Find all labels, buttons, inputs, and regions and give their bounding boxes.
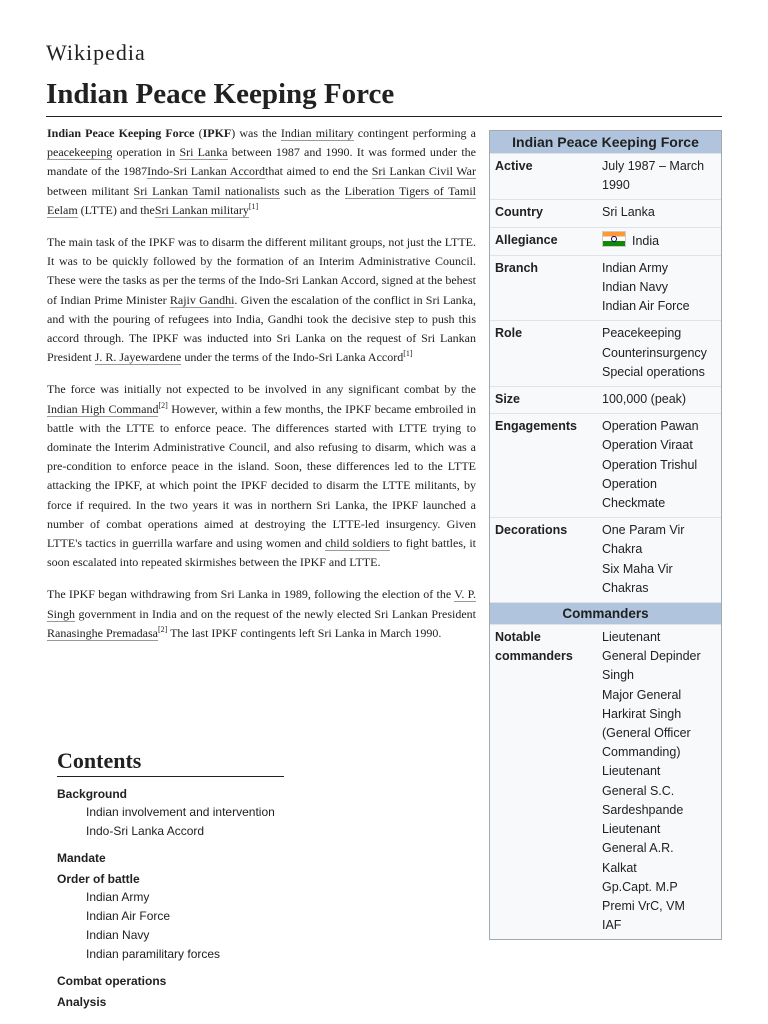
infobox-label: Size bbox=[495, 392, 521, 407]
infobox-label: Branch bbox=[495, 260, 539, 275]
paragraph-main-task: The main task of the IPKF was to disarm the different militant groups, not just the LTTE. It was to be quickly followed by the formation of an Interim Administrative Council. These were the tasks as per the terms of the Indo-Sri Lankan Accord, signed at the behest of Indian Prime Minister Rajiv Gandhi. Given the escalation of the conflict in Sri Lanka, and with the pouring of refugees into India, Gandhi took the decisive step to push this accord through. The IPKF was inducted into Sri Lanka on the request of Sri Lankan President J. R. Jayewardene under the terms of the Indo-Sri Lanka Accord[1] bbox=[47, 235, 477, 365]
toc-subitem[interactable]: Indian Navy bbox=[86, 928, 150, 942]
link-indian-military[interactable]: Indian military bbox=[280, 126, 354, 140]
link-branch[interactable]: Indian Army bbox=[602, 260, 669, 275]
link-engagement[interactable]: Checkmate bbox=[602, 496, 666, 511]
link-engagement[interactable]: Operation Pawan bbox=[602, 419, 699, 434]
article-body bbox=[47, 124, 476, 656]
infobox-value: One Param Vir Chakra Six Maha Vir Chakras bbox=[602, 523, 685, 595]
infobox-row-size bbox=[490, 386, 721, 413]
paragraph-withdrawal: The IPKF began withdrawing from Sri Lanka in 1989, following the election of the V. P. Singh government in India and on the request of the newly elected Sri Lankan President Ranasinghe Premadasa[2] The last IPKF contingents left Sri Lanka in March 1990. bbox=[47, 587, 476, 640]
logo-text: Wikipedia bbox=[46, 40, 146, 65]
toc-item-combat-operations[interactable]: Combat operations bbox=[57, 974, 167, 988]
citation-ref[interactable]: [1] bbox=[248, 201, 259, 211]
toc-item-analysis[interactable]: Analysis bbox=[57, 995, 107, 1009]
link-sri-lankan-military[interactable]: Sri Lankan military bbox=[154, 202, 249, 217]
infobox-label: Active bbox=[495, 159, 533, 173]
infobox-value bbox=[602, 324, 716, 382]
link-indian-high-command[interactable]: Indian High Command bbox=[47, 401, 159, 416]
toc-subitem[interactable]: Indo-Sri Lanka Accord bbox=[86, 824, 205, 838]
toc-item-order-of-battle[interactable]: Order of battle bbox=[57, 872, 140, 886]
link-role[interactable]: Counterinsurgency bbox=[602, 345, 707, 360]
link-india[interactable]: India bbox=[632, 233, 660, 248]
infobox-value: Lieutenant General Depinder Singh Major General Harkirat Singh (General Officer Commanding) Lieutenant General S.C. Sardeshpande Lieutenant General A.R. Kalkat Gp.Capt. M.P Premi VrC, VM IAF bbox=[602, 630, 701, 933]
title-divider bbox=[46, 116, 722, 117]
citation-ref[interactable]: [1] bbox=[403, 349, 413, 359]
infobox-row-commanders bbox=[490, 624, 721, 939]
bold-abbr: IPKF bbox=[202, 126, 232, 140]
toc-subitem[interactable]: Indian involvement and intervention bbox=[86, 805, 275, 819]
link-peacekeeping[interactable]: peacekeeping bbox=[47, 145, 113, 160]
contents-heading: Contents bbox=[57, 748, 284, 777]
link-role[interactable]: Peacekeeping bbox=[602, 326, 682, 341]
toc-item-mandate[interactable]: Mandate bbox=[57, 851, 106, 865]
link-rajiv-gandhi[interactable]: Rajiv Gandhi bbox=[169, 292, 235, 307]
infobox-label: Engagements bbox=[495, 419, 577, 434]
infobox-value bbox=[602, 259, 716, 317]
paragraph-combat: The force was initially not expected to be involved in any significant combat by the Indian High Command[2] However, within a few months, the IPKF became embroiled in battle with the LTTE to enforce peace. The differences started with LTTE trying to dominate the Interim Administrative Council, and also refusing to disarm, which was a pre-condition to enforce peace in the island. Soon, these differences led to the LTTE attacking the IPKF, at which point the IPKF decided to disarm the LTTE militants, by force if required. In the two years it was in northern Sri Lanka, the IPKF launched a number of combat operations aimed at destroying the LTTE-led insurgency. Given LTTE's tactics in guerrilla warfare and using women and child soldiers to fight battles, it soon escalated into repeated skirmishes between the IPKF and LTTE. bbox=[47, 382, 477, 570]
infobox-value: July 1987 – March 1990 bbox=[602, 159, 705, 193]
link-ltte[interactable]: Liberation Tigers of Tamil Eelam bbox=[47, 183, 476, 217]
india-flag-icon bbox=[602, 231, 626, 247]
wikipedia-logo[interactable] bbox=[46, 40, 146, 66]
toc-item-background[interactable]: Background bbox=[57, 787, 128, 801]
paragraph-intro: Indian Peace Keeping Force (IPKF) was the Indian military contingent performing a peacekeeping operation in Sri Lanka between 1987 and 1990. It was formed under the mandate of the 1987Indo-Sri Lankan Accordthat aimed to end the Sri Lankan Civil War between militant Sri Lankan Tamil nationalists such as the Liberation Tigers of Tamil Eelam (LTTE) and theSri Lankan military[1] bbox=[47, 126, 476, 217]
link-engagement[interactable]: Operation bbox=[602, 476, 657, 491]
toc-subitem[interactable]: Indian Army bbox=[86, 890, 150, 904]
link-tamil-nationalists[interactable]: Sri Lankan Tamil nationalists bbox=[133, 183, 280, 198]
infobox-row-decorations bbox=[490, 517, 721, 602]
infobox-value bbox=[602, 203, 716, 222]
infobox-label: Decorations bbox=[495, 523, 568, 538]
toc-subitem[interactable]: Indian paramilitary forces bbox=[86, 947, 221, 961]
bold-term: Indian Peace Keeping Force bbox=[47, 126, 195, 140]
page-title: Indian Peace Keeping Force bbox=[46, 78, 395, 110]
link-premadasa[interactable]: Ranasinghe Premadasa bbox=[47, 625, 158, 640]
link-country[interactable]: Sri Lanka bbox=[602, 205, 655, 220]
table-of-contents bbox=[57, 748, 284, 1011]
link-sri-lanka[interactable]: Sri Lanka bbox=[179, 145, 228, 160]
infobox-title: Indian Peace Keeping Force bbox=[490, 131, 721, 153]
infobox-value: 100,000 (peak) bbox=[602, 392, 687, 407]
link-branch[interactable]: Indian Air Force bbox=[602, 299, 690, 314]
infobox-label: Allegiance bbox=[495, 232, 558, 247]
infobox bbox=[489, 130, 722, 940]
link-vp-singh[interactable]: V. P. Singh bbox=[47, 587, 476, 621]
infobox-section-commanders: Commanders bbox=[490, 602, 721, 624]
infobox-value bbox=[602, 417, 716, 513]
link-indo-sri-lankan-accord[interactable]: Indo-Sri Lankan Accord bbox=[147, 164, 265, 179]
infobox-row-country bbox=[490, 199, 721, 226]
infobox-row-allegiance bbox=[490, 227, 721, 255]
link-engagement[interactable]: Operation Viraat bbox=[602, 438, 693, 453]
link-jayewardene[interactable]: J. R. Jayewardene bbox=[94, 350, 182, 365]
infobox-value bbox=[602, 231, 716, 251]
link-sri-lankan-civil-war[interactable]: Sri Lankan Civil War bbox=[371, 164, 476, 179]
link-child-soldiers[interactable]: child soldiers bbox=[325, 536, 390, 551]
infobox-row-role bbox=[490, 320, 721, 386]
infobox-label: Country bbox=[495, 205, 543, 220]
citation-ref[interactable]: [2] bbox=[157, 624, 168, 634]
link-branch[interactable]: Indian Navy bbox=[602, 280, 669, 295]
infobox-label: Role bbox=[495, 326, 523, 341]
link-engagement[interactable]: Operation Trishul bbox=[602, 457, 698, 472]
citation-ref[interactable]: [2] bbox=[158, 400, 168, 410]
link-role[interactable]: Special operations bbox=[602, 364, 705, 379]
infobox-label: Notable commanders bbox=[495, 630, 573, 664]
infobox-row-engagements bbox=[490, 413, 721, 517]
infobox-row-branch bbox=[490, 255, 721, 321]
toc-subitem[interactable]: Indian Air Force bbox=[86, 909, 171, 923]
infobox-row-active bbox=[490, 153, 721, 199]
